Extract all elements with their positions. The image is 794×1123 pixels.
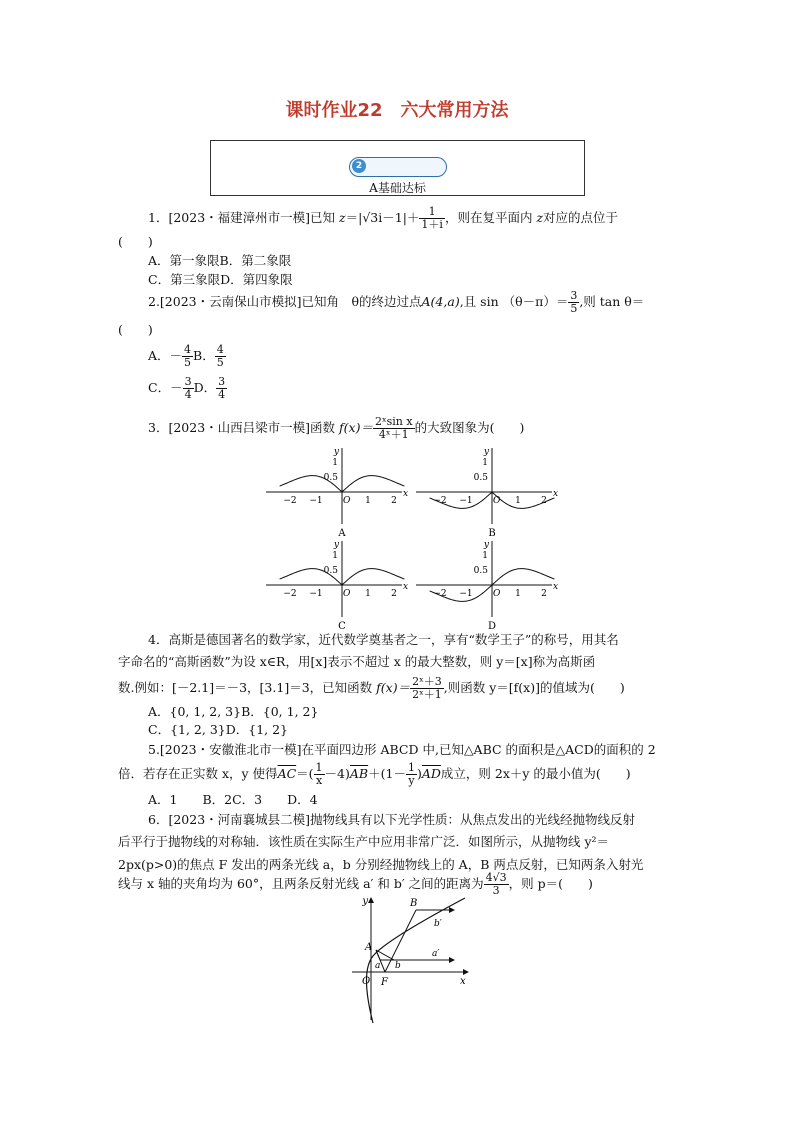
q3-graph-xtick: −1 bbox=[459, 496, 473, 506]
q5-options: A．1 B．2C．3 D．4 bbox=[148, 792, 318, 807]
q6-frac-num: 4√3 bbox=[485, 871, 507, 884]
q2-opt-c-frac bbox=[183, 376, 194, 401]
q5-line2-a: 倍．若存在正实数 x，y 使得 bbox=[118, 766, 278, 781]
q3-graph-b bbox=[416, 447, 558, 539]
q2-options-ab bbox=[148, 344, 226, 369]
q3-graph-tick-05: 0.5 bbox=[323, 566, 338, 576]
q2-options-cd bbox=[148, 376, 227, 401]
q3-graph-y-label: y bbox=[483, 540, 489, 550]
q5-vector-ab: $\overline{AB}$ bbox=[349, 766, 369, 781]
q6-label-o: O bbox=[362, 976, 371, 987]
q6-label-y: y bbox=[362, 896, 368, 907]
q3-graphs-figure bbox=[262, 446, 568, 632]
q2-opt-b-frac bbox=[215, 344, 226, 369]
q3-graph-c bbox=[266, 540, 408, 632]
q3-graph-xtick: −1 bbox=[309, 496, 323, 506]
q3-graph-xtick: −1 bbox=[459, 589, 473, 599]
q3-graph-xtick: −2 bbox=[283, 496, 297, 506]
q3-graph-a bbox=[266, 447, 408, 539]
q5-fraction-x bbox=[314, 762, 325, 787]
q1-options-ab: A．第一象限B．第二象限 bbox=[148, 253, 292, 268]
q6-label-x: x bbox=[460, 976, 466, 987]
q2-opt-d-frac bbox=[216, 376, 227, 401]
q2-opt-d-num: 3 bbox=[218, 375, 226, 388]
q5-mid2: ＋(1－ bbox=[368, 766, 406, 781]
q3-graph-xtick: 1 bbox=[515, 589, 521, 599]
q6-label-f: F bbox=[381, 977, 388, 988]
q3-graph-y-label: y bbox=[333, 540, 339, 550]
q2-opt-b-label: B． bbox=[193, 348, 215, 363]
q3-graph-xtick: 2 bbox=[541, 496, 547, 506]
q5-vector-ad: $\overline{AD}$ bbox=[421, 766, 441, 781]
q3-graph-xtick: −1 bbox=[309, 589, 323, 599]
q5-fraction-y bbox=[406, 762, 417, 787]
q3-frac-den: 4ˣ＋1 bbox=[378, 428, 409, 441]
page-title: 课时作业22 六大常用方法 bbox=[285, 100, 509, 121]
q3-graph-xtick: −2 bbox=[433, 496, 447, 506]
q4-line2: 字命名的“高斯函数”为设 x∈R，用[x]表示不超过 x 的最大整数，则 y＝[x]称为高斯函 bbox=[118, 654, 596, 669]
q3-graph-option-label: A bbox=[338, 528, 346, 539]
q2-opt-a-num: 4 bbox=[184, 343, 192, 356]
q2-opt-c-label: C．－ bbox=[148, 380, 183, 395]
q1-frac-den: 1＋i bbox=[421, 218, 443, 231]
q3-graph-xtick: −2 bbox=[283, 589, 297, 599]
q3-graph-origin: O bbox=[343, 589, 351, 599]
q3-graph-xtick: 1 bbox=[365, 496, 371, 506]
q1-stem-b: ＝|√3i－1|＋ bbox=[345, 210, 420, 225]
q3-graph-tick-1: 1 bbox=[482, 458, 488, 468]
q1-stem-c: ，则在复平面内 bbox=[444, 210, 533, 225]
q3-graph-tick-1: 1 bbox=[332, 551, 338, 561]
q1-frac-num: 1 bbox=[419, 206, 445, 219]
section-number-badge: 2 bbox=[352, 159, 366, 173]
q2-opt-b-den: 5 bbox=[216, 356, 224, 369]
q3-graph-y-label: y bbox=[483, 447, 489, 457]
q3-stem-a: 3．[2023・山西吕梁市一模]函数 bbox=[148, 420, 336, 435]
section-label: A基础达标 bbox=[369, 181, 426, 195]
q3-graph-option-label: D bbox=[487, 621, 497, 632]
q3-graph-tick-1: 1 bbox=[332, 458, 338, 468]
q6-line3: 2px(p>0)的焦点 F 发出的两条光线 a，b 分别经抛物线上的 A，B 两点反射，已知两条入射光 bbox=[118, 857, 644, 872]
q2-opt-d-label: D． bbox=[193, 380, 217, 395]
q6-label-b-point: B bbox=[410, 898, 418, 909]
q6-line2: 后平行于抛物线的对称轴．该性质在实际生产中应用非常广泛．如图所示，从抛物线 y²＝ bbox=[118, 834, 610, 849]
q3-fraction bbox=[373, 416, 415, 441]
q5-line2 bbox=[118, 762, 631, 787]
q6-line4-a: 线与 x 轴的夹角均为 60°，且两条反射光线 a′ 和 b′ 之间的距离为 bbox=[118, 876, 484, 891]
q1-paren: ( ) bbox=[118, 234, 153, 249]
q3-graph-x-label: x bbox=[403, 582, 409, 592]
q2-opt-b-num: 4 bbox=[216, 343, 224, 356]
q2-stem bbox=[148, 290, 644, 315]
q4-frac-den: 2ˣ＋1 bbox=[412, 688, 442, 701]
q2-opt-a-label: A．－ bbox=[148, 348, 183, 363]
q6-frac-den: 3 bbox=[492, 884, 500, 897]
q2-opt-d-den: 4 bbox=[218, 388, 226, 401]
q1-options-cd: C．第三象限D．第四象限 bbox=[148, 272, 293, 287]
q5-line1: 5.[2023・安徽淮北市一模]在平面四边形 ABCD 中,已知△ABC 的面积是△ACD的面积的 2 bbox=[148, 742, 656, 757]
q5-f2-den: y bbox=[408, 774, 415, 787]
q3-graph-d bbox=[416, 540, 558, 632]
q3-graph-tick-05: 0.5 bbox=[323, 473, 338, 483]
q4-options-ab: A．{0, 1, 2, 3}B．{0, 1, 2} bbox=[148, 704, 319, 719]
q3-graph-y-label: y bbox=[333, 447, 339, 457]
q2-opt-c-num: 3 bbox=[184, 375, 192, 388]
q2-opt-a-frac bbox=[182, 344, 193, 369]
q4-line3-a: 数.例如：[－2.1]＝－3，[3.1]＝3，已知函数 bbox=[118, 680, 373, 695]
q3-graph-xtick: 1 bbox=[515, 496, 521, 506]
q6-label-a-prime: a′ bbox=[432, 949, 440, 959]
q2-stem-c: ,且 sin （θ－π）＝ bbox=[459, 294, 569, 309]
q3-frac-num: 2ˣsin x bbox=[374, 415, 413, 428]
q4-line3 bbox=[118, 676, 625, 701]
q2-paren: ( ) bbox=[118, 322, 153, 337]
q4-frac-num: 2ˣ＋3 bbox=[412, 675, 442, 688]
q1-stem-a: 1．[2023・福建漳州市一模]已知 bbox=[148, 210, 336, 225]
q2-fraction bbox=[568, 290, 579, 315]
q3-graph-xtick: 2 bbox=[391, 496, 397, 506]
q4-line3-b: ,则函数 y＝[f(x)]的值域为( ) bbox=[443, 680, 625, 695]
q3-stem bbox=[148, 416, 524, 441]
q6-label-a-point: A bbox=[365, 942, 373, 953]
q3-graph-origin: O bbox=[493, 496, 501, 506]
q3-graph-xtick: 2 bbox=[541, 589, 547, 599]
q2-stem-d: ,则 tan θ＝ bbox=[579, 294, 645, 309]
q3-graph-x-label: x bbox=[553, 582, 559, 592]
section-pill bbox=[349, 157, 447, 177]
q6-label-b-prime: b′ bbox=[434, 919, 442, 929]
q5-vector-ac: $\overline{AC}$ bbox=[277, 766, 297, 781]
q2-stem-b: A(4,a) bbox=[421, 294, 460, 309]
q4-options-cd: C．{1, 2, 3}D．{1, 2} bbox=[148, 722, 289, 737]
q1-stem bbox=[148, 206, 618, 231]
q3-graph-option-label: B bbox=[488, 528, 496, 539]
q3-graph-tick-05: 0.5 bbox=[473, 566, 488, 576]
q1-stem-z2: z bbox=[536, 210, 544, 225]
q4-line3-f: f(x)＝ bbox=[376, 680, 411, 695]
q5-f2-num: 1 bbox=[407, 761, 415, 774]
q4-line1: 4．高斯是德国著名的数学家，近代数学奠基者之一，享有“数学王子”的称号，用其名 bbox=[148, 632, 619, 647]
q6-parabola-figure bbox=[350, 892, 474, 1024]
q2-opt-a-den: 5 bbox=[184, 356, 192, 369]
q6-label-b-ray: b bbox=[395, 961, 401, 971]
q3-graph-x-label: x bbox=[403, 489, 409, 499]
q3-graph-xtick: −2 bbox=[433, 589, 447, 599]
q3-graph-option-label: C bbox=[338, 621, 346, 632]
q3-graph-origin: O bbox=[343, 496, 351, 506]
section-banner bbox=[210, 140, 585, 196]
q6-label-a-ray: a bbox=[375, 961, 381, 971]
q3-graph-tick-1: 1 bbox=[482, 551, 488, 561]
q5-mid3: ) bbox=[416, 766, 422, 781]
q6-ray-a-joint bbox=[376, 950, 394, 960]
q3-graph-x-label: x bbox=[553, 489, 559, 499]
q3-stem-f: f(x)＝ bbox=[339, 420, 373, 435]
q5-eq: ＝( bbox=[296, 766, 314, 781]
q6-line4-b: ，则 p＝( ) bbox=[508, 876, 593, 891]
q3-stem-b: 的大致图象为( ) bbox=[414, 420, 525, 435]
q1-stem-d: 对应的点位于 bbox=[543, 210, 619, 225]
q4-fraction bbox=[410, 676, 444, 701]
q2-opt-c-den: 4 bbox=[184, 388, 192, 401]
q3-graph-origin: O bbox=[493, 589, 501, 599]
q5-f1-num: 1 bbox=[315, 761, 323, 774]
q5-mid1: －4) bbox=[324, 766, 350, 781]
q5-f1-den: x bbox=[315, 774, 323, 787]
q2-frac-den: 5 bbox=[570, 302, 578, 315]
q5-line2-b: 成立，则 2x＋y 的最小值为( ) bbox=[440, 766, 631, 781]
q6-fraction bbox=[484, 872, 509, 897]
q6-line1: 6．[2023・河南襄城县二模]抛物线具有以下光学性质：从焦点发出的光线经抛物线反射 bbox=[148, 812, 636, 827]
q3-graph-xtick: 1 bbox=[365, 589, 371, 599]
q2-frac-num: 3 bbox=[570, 289, 578, 302]
q1-fraction bbox=[419, 206, 445, 231]
q3-graph-tick-05: 0.5 bbox=[473, 473, 488, 483]
q3-graph-xtick: 2 bbox=[391, 589, 397, 599]
q2-stem-a: 2.[2023・云南保山市模拟]已知角 θ的终边过点 bbox=[148, 294, 422, 309]
q1-stem-z: z bbox=[339, 210, 346, 225]
